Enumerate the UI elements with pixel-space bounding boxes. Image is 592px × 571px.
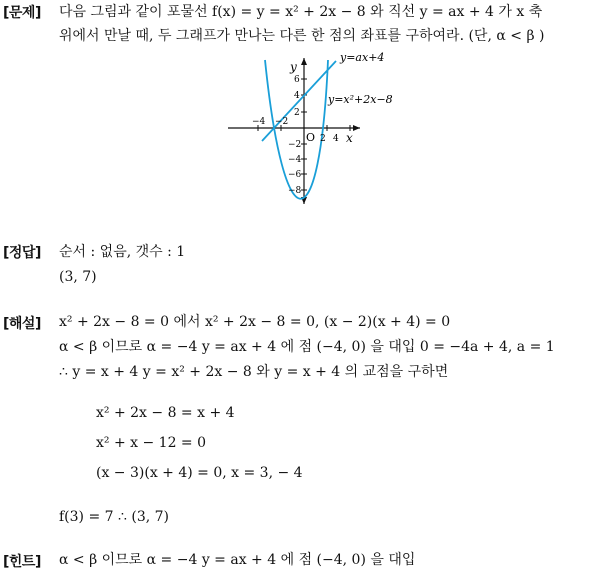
- line-label: y=ax+4: [340, 51, 385, 64]
- y-tick-label: −6: [288, 170, 302, 180]
- origin-label: O: [306, 131, 316, 144]
- hint-line1: α < β 이므로 α = −4 y = ax + 4 에 점 (−4, 0) 을 대입: [59, 552, 416, 568]
- solution-line2: α < β 이므로 α = −4 y = ax + 4 에 점 (−4, 0) 을 대입 0 = −4a + 4, a = 1: [59, 339, 555, 355]
- solution-equation3: (x − 3)(x + 4) = 0, x = 3, − 4: [96, 465, 303, 481]
- solution-equation1: x² + 2x − 8 = x + 4: [96, 405, 235, 421]
- x-axis-arrow: [353, 125, 360, 131]
- problem-text-line2: 위에서 만날 때, 두 그래프가 만나는 다른 한 점의 좌표를 구하여라. (단, α < β ): [59, 28, 545, 44]
- problem-label: [문제]: [3, 5, 41, 21]
- answer-label: [정답]: [3, 245, 41, 261]
- y-tick-label: 2: [294, 108, 300, 118]
- x-tick-label: 2: [320, 134, 326, 144]
- y-tick-label: −4: [288, 155, 302, 165]
- solution-label: [해설]: [3, 316, 41, 332]
- y-tick-label: −8: [288, 186, 302, 196]
- x-tick-label: 4: [333, 134, 339, 144]
- solution-final: f(3) = 7 ∴ (3, 7): [59, 509, 169, 525]
- y-tick-label: 4: [294, 91, 300, 101]
- y-axis-arrow-up: [301, 58, 307, 65]
- answer-line2: (3, 7): [59, 269, 97, 285]
- answer-line1: 순서 : 없음, 갯수 : 1: [59, 244, 186, 260]
- y-axis-label: y: [290, 60, 297, 74]
- y-tick-label: 6: [294, 75, 300, 85]
- solution-line1: x² + 2x − 8 = 0 에서 x² + 2x − 8 = 0, (x − 2)(x + 4) = 0: [59, 314, 451, 330]
- x-axis-label: x: [346, 131, 353, 145]
- x-tick-label: −4: [252, 117, 266, 127]
- hint-label: [힌트]: [3, 554, 41, 570]
- solution-equation2: x² + x − 12 = 0: [96, 435, 207, 451]
- parabola-label: y=x²+2x−8: [328, 93, 393, 106]
- x-tick-label: −2: [275, 117, 289, 127]
- problem-text-line1: 다음 그림과 같이 포물선 f(x) = y = x² + 2x − 8 와 직선 y = ax + 4 가 x 축: [59, 4, 543, 20]
- y-tick-label: −2: [288, 140, 302, 150]
- solution-line3: ∴ y = x + 4 y = x² + 2x − 8 와 y = x + 4 의 교점을 구하면: [59, 364, 449, 380]
